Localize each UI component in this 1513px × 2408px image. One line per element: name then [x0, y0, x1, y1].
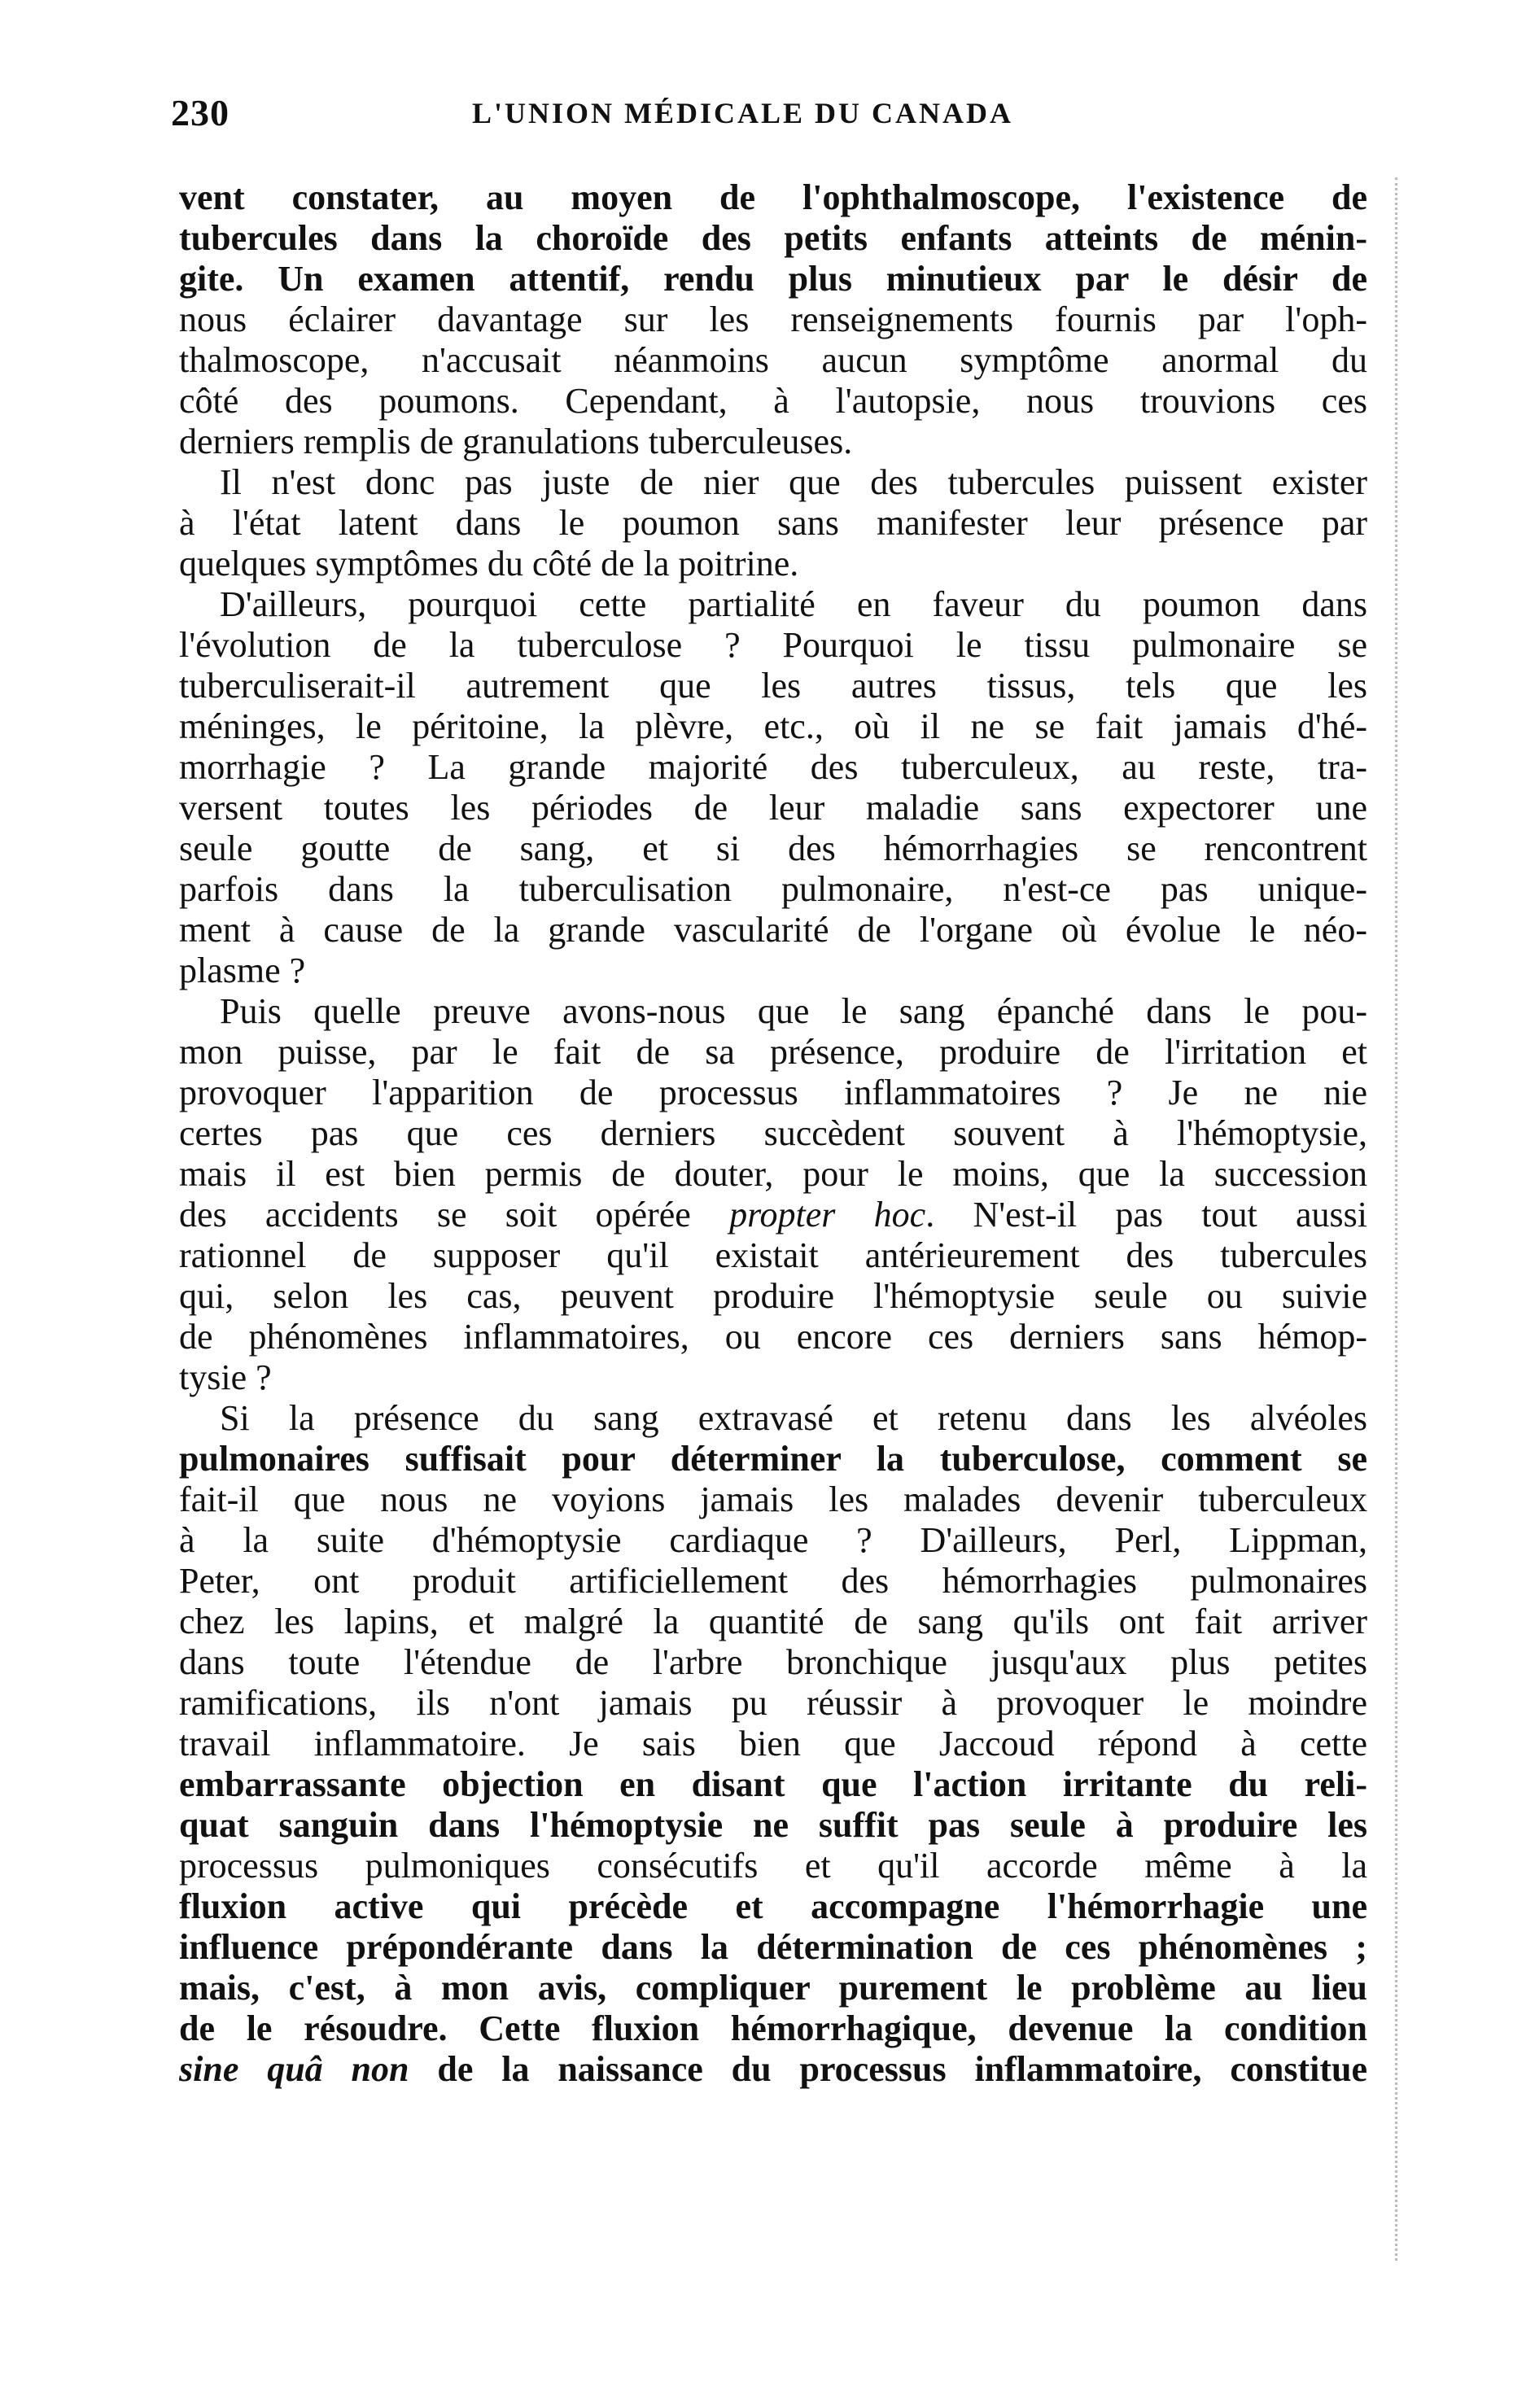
text-line: mais, c'est, à mon avis, compliquer purement le problème au lieu	[179, 1968, 1367, 2008]
text-line: Peter, ont produit artificiellement des hémorrhagies pulmonaires	[179, 1561, 1367, 1601]
text-line: rationnel de supposer qu'il existait antérieurement des tubercules	[179, 1235, 1367, 1275]
text-line: versent toutes les périodes de leur maladie sans expectorer une	[179, 788, 1367, 828]
text-line: thalmoscope, n'accusait néanmoins aucun symptôme anormal du	[179, 340, 1367, 380]
text-line: processus pulmoniques consécutifs et qu'il accorde même à la	[179, 1846, 1367, 1886]
text-line: tubercules dans la choroïde des petits enfants atteints de ménin-	[179, 218, 1367, 258]
text-line: de le résoudre. Cette fluxion hémorrhagique, devenue la condition	[179, 2008, 1367, 2048]
text-line: gite. Un examen attentif, rendu plus minutieux par le désir de	[179, 259, 1367, 299]
italic-phrase: sine quâ non	[179, 2049, 409, 2089]
text-line: influence prépondérante dans la détermination de ces phénomènes ;	[179, 1927, 1367, 1967]
text-line: nous éclairer davantage sur les renseignements fournis par l'oph-	[179, 299, 1367, 339]
text-line: mon puisse, par le fait de sa présence, produire de l'irritation et	[179, 1032, 1367, 1072]
journal-title: L'UNION MÉDICALE DU CANADA	[472, 97, 1014, 129]
text-line: vent constater, au moyen de l'ophthalmoscope, l'existence de	[179, 177, 1367, 217]
text-line: derniers remplis de granulations tuberculeuses.	[179, 422, 853, 461]
text-line: tuberculiserait-il autrement que les autres tissus, tels que les	[179, 666, 1367, 706]
text-line: fait-il que nous ne voyions jamais les malades devenir tuberculeux	[179, 1479, 1367, 1519]
text-fragment: de la naissance du processus inflammatoire, constitue	[409, 2049, 1367, 2089]
text-line: ramifications, ils n'ont jamais pu réussir à provoquer le moindre	[179, 1683, 1367, 1723]
text-line: quelques symptômes du côté de la poitrine.	[179, 544, 799, 583]
text-line: à la suite d'hémoptysie cardiaque ? D'ailleurs, Perl, Lippman,	[179, 1520, 1367, 1560]
text-line: à l'état latent dans le poumon sans manifester leur présence par	[179, 503, 1367, 543]
text-line: de phénomènes inflammatoires, ou encore ces derniers sans hémop-	[179, 1317, 1367, 1357]
text-line: fluxion active qui précède et accompagne l'hémorrhagie une	[179, 1886, 1367, 1926]
text-line: morrhagie ? La grande majorité des tuberculeux, au reste, tra-	[179, 747, 1367, 787]
text-line: pulmonaires suffisait pour déterminer la tuberculose, comment se	[179, 1439, 1367, 1479]
text-line: dans toute l'étendue de l'arbre bronchique jusqu'aux plus petites	[179, 1642, 1367, 1682]
text-line: tysie ?	[179, 1357, 272, 1397]
text-line: embarrassante objection en disant que l'action irritante du reli-	[179, 1764, 1367, 1804]
text-line: Si la présence du sang extravasé et retenu dans les alvéoles	[220, 1398, 1367, 1438]
text-fragment: . N'est-il pas tout aussi	[925, 1195, 1367, 1235]
text-line: quat sanguin dans l'hémoptysie ne suffit pas seule à produire les	[179, 1805, 1367, 1845]
text-line: qui, selon les cas, peuvent produire l'hémoptysie seule ou suivie	[179, 1276, 1367, 1316]
text-line: Il n'est donc pas juste de nier que des tubercules puissent exister	[220, 462, 1367, 502]
text-line: l'évolution de la tuberculose ? Pourquoi le tissu pulmonaire se	[179, 625, 1367, 665]
running-head	[171, 91, 1343, 140]
text-line: chez les lapins, et malgré la quantité de sang qu'ils ont fait arriver	[179, 1602, 1367, 1641]
text-line-with-italic	[179, 1195, 1367, 1235]
text-line: Puis quelle preuve avons-nous que le sang épanché dans le pou-	[220, 991, 1367, 1031]
text-line: parfois dans la tuberculisation pulmonaire, n'est-ce pas unique-	[179, 869, 1367, 909]
text-line: méninges, le péritoine, la plèvre, etc., où il ne se fait jamais d'hé-	[179, 706, 1367, 746]
text-line: plasme ?	[179, 951, 306, 990]
text-line: côté des poumons. Cependant, à l'autopsie, nous trouvions ces	[179, 381, 1367, 421]
binding-edge	[1375, 177, 1397, 2261]
text-line: D'ailleurs, pourquoi cette partialité en faveur du poumon dans	[220, 584, 1367, 624]
text-line: travail inflammatoire. Je sais bien que Jaccoud répond à cette	[179, 1724, 1367, 1763]
text-fragment: des accidents se soit opérée	[179, 1195, 730, 1235]
page-number: 230	[171, 92, 230, 133]
text-line-with-italic	[179, 2049, 1367, 2090]
italic-phrase: propter hoc	[729, 1195, 926, 1235]
body-text	[179, 177, 1367, 2090]
text-line: provoquer l'apparition de processus inflammatoires ? Je ne nie	[179, 1073, 1367, 1112]
text-line: ment à cause de la grande vascularité de l'organe où évolue le néo-	[179, 910, 1367, 950]
text-line: mais il est bien permis de douter, pour le moins, que la succession	[179, 1154, 1367, 1194]
text-line: certes pas que ces derniers succèdent souvent à l'hémoptysie,	[179, 1113, 1367, 1153]
text-line: seule goutte de sang, et si des hémorrhagies se rencontrent	[179, 828, 1367, 868]
